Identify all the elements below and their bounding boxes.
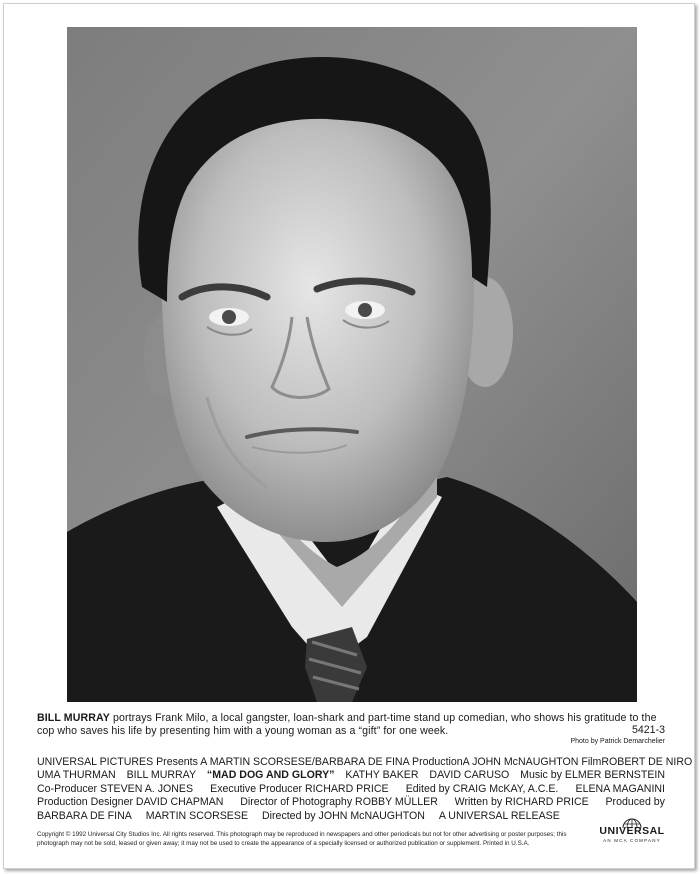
logo-subtitle: AN MCA COMPANY bbox=[603, 838, 661, 843]
caption-text: portrays Frank Milo, a local gangster, loan-shark and part-time stand up comedian, who shows his gratitude to the cop who saves his life by presenting him with a young woman as a “gift” for one week. bbox=[37, 712, 657, 737]
photo-info bbox=[37, 724, 665, 747]
credit-item: Edited by CRAIG McKAY, A.C.E. bbox=[405, 782, 559, 795]
portrait-photo bbox=[67, 27, 637, 702]
credit-item: DAVID CARUSO bbox=[429, 769, 510, 782]
credit-item: Co-Producer STEVEN A. JONES bbox=[37, 782, 194, 795]
credit-item: UMA THURMAN bbox=[37, 769, 116, 782]
credit-item: A UNIVERSAL RELEASE bbox=[438, 809, 560, 822]
credits-line-1 bbox=[37, 756, 693, 769]
credit-item: BARBARA DE FINA bbox=[37, 809, 132, 822]
actor-name: BILL MURRAY bbox=[37, 712, 110, 724]
credit-item: BILL MURRAY bbox=[126, 769, 197, 782]
film-title: “MAD DOG AND GLORY” bbox=[206, 769, 335, 782]
photo-code: 5421-3 bbox=[632, 724, 665, 736]
credit-item: Produced by bbox=[605, 796, 665, 809]
credit-item: KATHY BAKER bbox=[345, 769, 419, 782]
credit-item: Production Designer DAVID CHAPMAN bbox=[37, 796, 224, 809]
portrait-illustration bbox=[67, 27, 637, 702]
universal-logo bbox=[598, 817, 666, 851]
credit-item: Executive Producer RICHARD PRICE bbox=[210, 782, 389, 795]
film-credits bbox=[37, 756, 693, 823]
credits-line-2 bbox=[37, 769, 665, 782]
credit-item: UNIVERSAL PICTURES Presents A MARTIN SCORSESE/BARBARA DE FINA Production bbox=[37, 756, 463, 768]
credit-item: ROBERT DE NIRO bbox=[601, 756, 693, 768]
copyright-notice: Copyright © 1992 Universal City Studios Inc. All rights reserved. This photograph may be reproduced in newspapers and other periodicals but not for other advertising or poster purposes; this photograph may not be sold, leased or given away; it may not be used to create the appearance of a specially licensed or authorized publication or supplement. Printed in U.S.A. bbox=[37, 831, 567, 847]
photo-credit: Photo by Patrick Demarchelier bbox=[570, 738, 665, 745]
credit-item: A JOHN McNAUGHTON Film bbox=[462, 756, 602, 768]
globe-icon bbox=[622, 817, 642, 829]
logo-wordmark: UNIVERSAL bbox=[599, 825, 665, 837]
credit-item: Director of Photography ROBBY MÜLLER bbox=[240, 796, 438, 809]
credit-item: Music by ELMER BERNSTEIN bbox=[520, 769, 665, 782]
credit-item: Written by RICHARD PRICE bbox=[454, 796, 589, 809]
credit-item: MARTIN SCORSESE bbox=[145, 809, 249, 822]
credits-line-4 bbox=[37, 796, 665, 809]
credit-item: Directed by JOHN McNAUGHTON bbox=[262, 809, 425, 822]
credits-line-5 bbox=[37, 810, 665, 823]
credits-line-3 bbox=[37, 783, 665, 796]
credit-item: ELENA MAGANINI bbox=[575, 782, 665, 795]
